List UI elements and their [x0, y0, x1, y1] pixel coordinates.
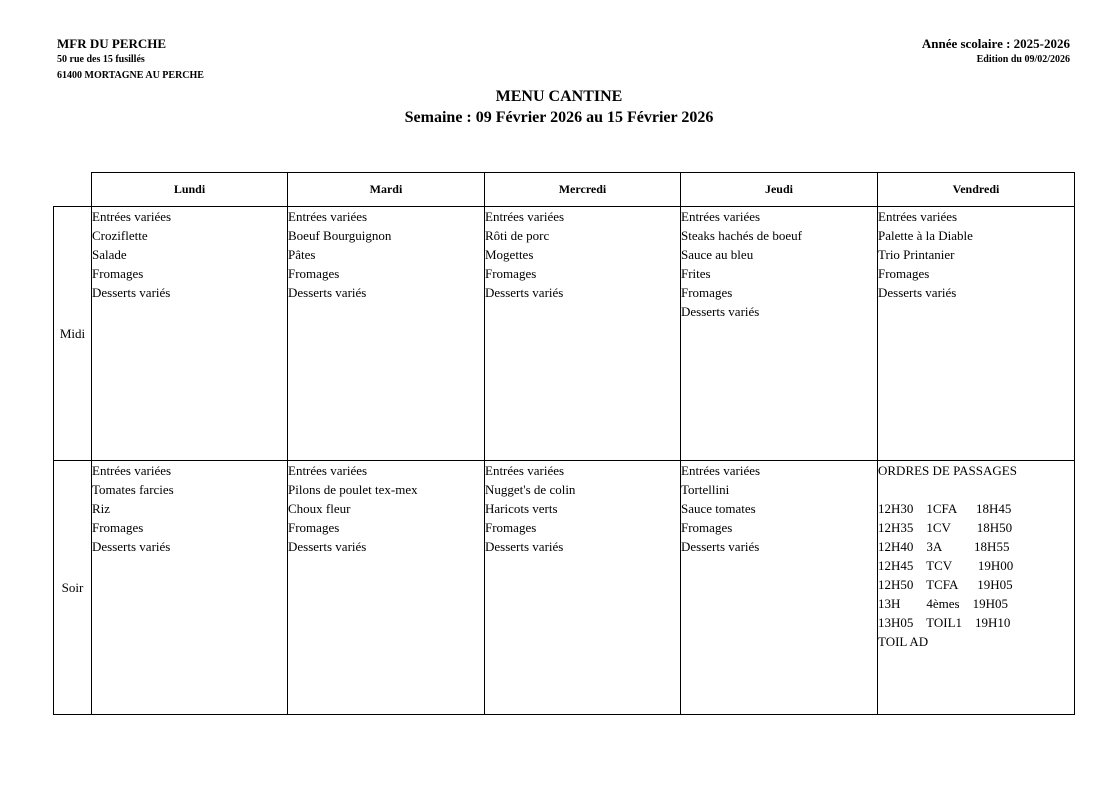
organization-block: [57, 36, 204, 84]
corner-cell: [54, 173, 92, 207]
meal-period-label: Soir: [54, 461, 92, 715]
menu-item: 13H 4èmes 19H05: [878, 596, 1008, 611]
menu-item: Desserts variés: [485, 285, 564, 300]
menu-item: Entrées variées: [92, 209, 172, 224]
menu-item: Desserts variés: [92, 285, 171, 300]
menu-cell: [92, 461, 288, 715]
menu-cell: [681, 461, 878, 715]
menu-item: Fromages: [92, 266, 144, 281]
menu-item: Entrées variées: [878, 209, 958, 224]
menu-item: Entrées variées: [485, 463, 565, 478]
menu-item: 12H40 3A 18H55: [878, 539, 1010, 554]
menu-item: Desserts variés: [878, 285, 957, 300]
menu-item: Fromages: [288, 266, 340, 281]
edition-date: Edition du 09/02/2026: [976, 54, 1070, 65]
edition-block: [922, 36, 1070, 68]
menu-item: Entrées variées: [288, 463, 368, 478]
menu-item: ORDRES DE PASSAGES: [878, 463, 1017, 478]
menu-item: Tomates farcies: [92, 482, 174, 497]
menu-item: Palette à la Diable: [878, 228, 973, 243]
day-header-row: [54, 173, 1075, 207]
menu-cell: [92, 207, 288, 461]
menu-item: Entrées variées: [92, 463, 172, 478]
menu-item: Fromages: [681, 520, 733, 535]
title-block: [0, 86, 1118, 128]
meal-row: [54, 207, 1075, 461]
day-header: Mardi: [288, 173, 485, 207]
menu-item: Desserts variés: [681, 304, 760, 319]
menu-item: 13H05 TOIL1 19H10: [878, 615, 1011, 630]
menu-cell: [288, 207, 485, 461]
menu-item: 12H35 1CV 18H50: [878, 520, 1013, 535]
address-line-1: 50 rue des 15 fusillés: [57, 54, 145, 65]
menu-item: Steaks hachés de boeuf: [681, 228, 802, 243]
week-subtitle: Semaine : 09 Février 2026 au 15 Février 2026: [404, 109, 714, 126]
menu-item: Fromages: [485, 266, 537, 281]
day-header: Lundi: [92, 173, 288, 207]
menu-item: Entrées variées: [681, 463, 761, 478]
menu-item: Croziflette: [92, 228, 148, 243]
menu-item: Sauce tomates: [681, 501, 756, 516]
menu-cell: [485, 461, 681, 715]
menu-item: TOIL AD: [878, 634, 929, 649]
menu-item: Fromages: [681, 285, 733, 300]
day-header: Jeudi: [681, 173, 878, 207]
menu-cell: [878, 207, 1075, 461]
menu-item: Pâtes: [288, 247, 316, 262]
menu-item: Boeuf Bourguignon: [288, 228, 392, 243]
menu-item: Pilons de poulet tex-mex: [288, 482, 418, 497]
menu-cell: [681, 207, 878, 461]
menu-item: [878, 480, 1074, 499]
menu-item: Haricots verts: [485, 501, 558, 516]
menu-item: Entrées variées: [681, 209, 761, 224]
menu-item: Riz: [92, 501, 111, 516]
day-header: Mercredi: [485, 173, 681, 207]
meal-row: [54, 461, 1075, 715]
menu-item: Sauce au bleu: [681, 247, 754, 262]
address-line-2: 61400 MORTAGNE AU PERCHE: [57, 70, 204, 81]
menu-item: Desserts variés: [288, 539, 367, 554]
menu-item: Trio Printanier: [878, 247, 955, 262]
school-year: Année scolaire : 2025-2026: [921, 36, 1070, 51]
menu-item: Fromages: [878, 266, 930, 281]
menu-item: Desserts variés: [288, 285, 367, 300]
meal-period-label: Midi: [54, 207, 92, 461]
menu-item: Salade: [92, 247, 127, 262]
menu-item: Fromages: [92, 520, 144, 535]
menu-item: Mogettes: [485, 247, 534, 262]
menu-cell: [878, 461, 1075, 715]
menu-item: Entrées variées: [288, 209, 368, 224]
menu-item: Rôti de porc: [485, 228, 550, 243]
menu-item: 12H45 TCV 19H00: [878, 558, 1014, 573]
menu-item: 12H50 TCFA 19H05: [878, 577, 1013, 592]
page-title: MENU CANTINE: [495, 88, 623, 105]
menu-item: Tortellini: [681, 482, 730, 497]
menu-item: Fromages: [288, 520, 340, 535]
day-header: Vendredi: [878, 173, 1075, 207]
menu-table: [53, 172, 1075, 715]
menu-item: Entrées variées: [485, 209, 565, 224]
menu-item: Desserts variés: [485, 539, 564, 554]
menu-item: Desserts variés: [92, 539, 171, 554]
menu-item: Nugget's de colin: [485, 482, 576, 497]
menu-cell: [485, 207, 681, 461]
menu-item: 12H30 1CFA 18H45: [878, 501, 1012, 516]
menu-item: Choux fleur: [288, 501, 351, 516]
menu-item: Desserts variés: [681, 539, 760, 554]
menu-item: Fromages: [485, 520, 537, 535]
organization-name: MFR DU PERCHE: [57, 36, 167, 51]
menu-item: Frites: [681, 266, 711, 281]
menu-cell: [288, 461, 485, 715]
